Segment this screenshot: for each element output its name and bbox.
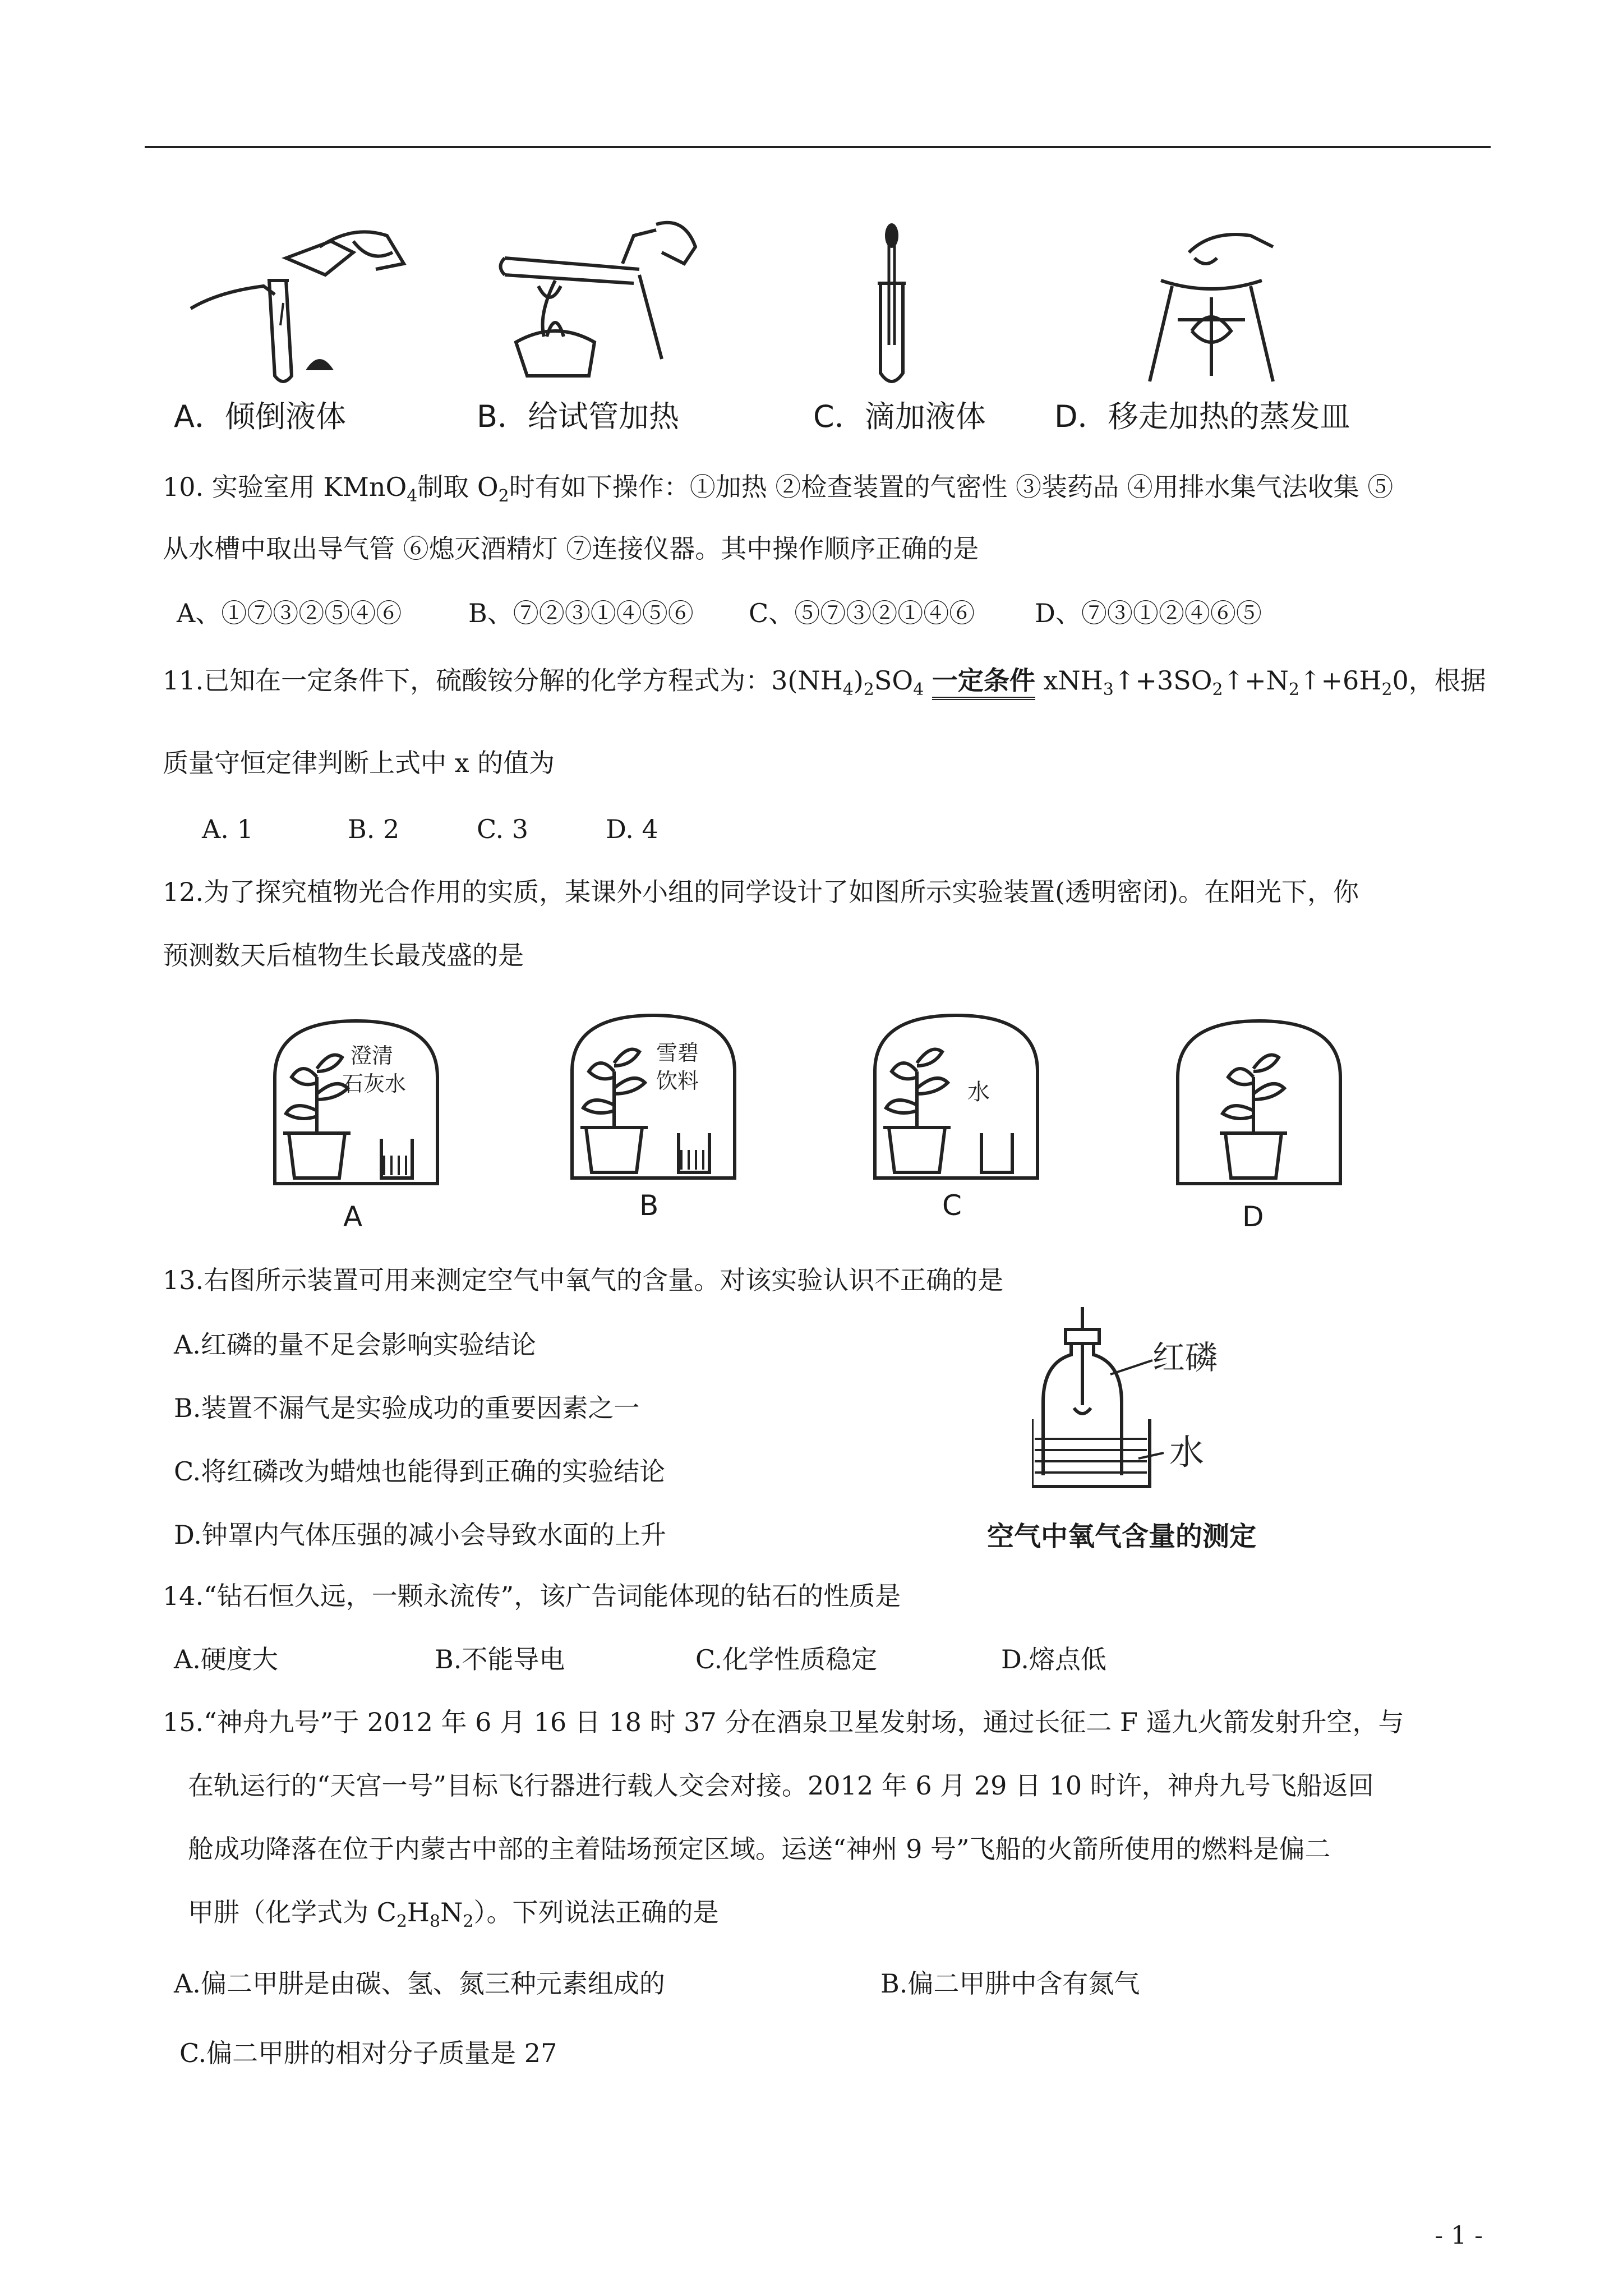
evaporating-dish-figure <box>1138 224 1284 393</box>
q15-option-b: B.偏二甲肼中含有氮气 <box>880 1968 1140 1999</box>
q10-option-c: C、⑤⑦③②①④⑥ <box>749 598 975 628</box>
q15-line2: 在轨运行的“天宫一号”目标飞行器进行载人交会对接。2012 年 6 月 29 日 10 时许，神舟九号飞船返回 <box>188 1770 1374 1801</box>
q11-option-c: C. 3 <box>477 814 529 844</box>
q13-option-d: D.钟罩内气体压强的减小会导致水面的上升 <box>174 1520 666 1550</box>
q14-option-b: B.不能导电 <box>435 1644 565 1674</box>
q11-option-a: A. 1 <box>202 814 253 844</box>
red-phosphorus-label: 红磷 <box>1152 1338 1218 1377</box>
q15-option-a: A.偏二甲肼是由碳、氢、氮三种元素组成的 <box>174 1968 665 1999</box>
water-label: 水 <box>1169 1432 1205 1473</box>
q10-stem-line2: 从水槽中取出导气管 ⑥熄灭酒精灯 ⑦连接仪器。其中操作顺序正确的是 <box>163 533 979 564</box>
q15-line3: 舱成功降落在位于内蒙古中部的主着陆场预定区域。运送“神州 9 号”飞船的火箭所使用的燃料是偏二 <box>188 1834 1331 1864</box>
q9-caption-c: C．滴加液体 <box>813 399 986 434</box>
q9-caption-a: A．倾倒液体 <box>174 399 346 434</box>
header-rule <box>145 146 1491 148</box>
q10-stem-line1: 10. 实验室用 KMnO$_4$制取 $O_2$时有如下操作：①加热 ②检查装置的气密性 ③装药品 ④用排水集气法收集 ⑤ <box>163 472 1394 506</box>
reaction-condition: 一定条件 <box>932 665 1035 700</box>
liquid-a-line2: 石灰水 <box>342 1071 407 1096</box>
q11-equation-line: 11.已知在一定条件下，硫酸铵分解的化学方程式为：$3(NH_4)_2SO_4$ 一定条件 $xNH_3↑+3SO_2↑+N_2↑+6H_20$，根据 <box>163 665 1486 700</box>
q15-option-c: C.偏二甲肼的相对分子质量是 27 <box>179 2038 557 2068</box>
pour-liquid-figure <box>185 219 409 387</box>
q14-option-d: D.熔点低 <box>1001 1644 1106 1674</box>
q10-option-d: D、⑦③①②④⑥⑤ <box>1035 598 1262 628</box>
q11-stem-line2: 质量守恒定律判断上式中 x 的值为 <box>163 748 555 778</box>
liquid-b-line2: 饮料 <box>656 1069 699 1093</box>
oxygen-measurement-figure <box>1032 1307 1301 1492</box>
q13-option-c: C.将红磷改为蜡烛也能得到正确的实验结论 <box>174 1456 666 1487</box>
q13-stem: 13.右图所示装置可用来测定空气中氧气的含量。对该实验认识不正确的是 <box>163 1265 1004 1295</box>
q11-option-d: D. 4 <box>606 814 658 844</box>
jar-label-b: B <box>639 1189 659 1222</box>
q9-caption-d: D．移走加热的蒸发皿 <box>1054 399 1350 434</box>
q10-option-a: A、①⑦③②⑤④⑥ <box>177 598 402 628</box>
bell-jar-a <box>269 1015 443 1189</box>
jar-label-d: D <box>1242 1200 1264 1233</box>
liquid-c: 水 <box>967 1079 990 1105</box>
q14-stem: 14.“钻石恒久远，一颗永流传”，该广告词能体现的钻石的性质是 <box>163 1581 901 1611</box>
q11-option-b: B. 2 <box>348 814 400 844</box>
page-number: - 1 - <box>1435 2221 1483 2250</box>
bell-jar-b <box>566 1010 740 1184</box>
q14-option-c: C.化学性质稳定 <box>695 1644 878 1674</box>
bell-jar-d <box>1172 1015 1346 1189</box>
jar-label-a: A <box>343 1200 363 1233</box>
jar-label-c: C <box>942 1189 962 1222</box>
liquid-a-line1: 澄清 <box>351 1043 394 1068</box>
dropper-figure <box>864 222 920 390</box>
q13-option-a: A.红磷的量不足会影响实验结论 <box>174 1329 536 1360</box>
liquid-b-line1: 雪碧 <box>656 1041 699 1065</box>
q9-caption-b: B．给试管加热 <box>477 399 680 434</box>
heat-test-tube-figure <box>494 213 707 387</box>
q15-line1: 15.“神舟九号”于 2012 年 6 月 16 日 18 时 37 分在酒泉卫星发射场，通过长征二 F 遥九火箭发射升空，与 <box>163 1707 1404 1737</box>
q10-option-b: B、⑦②③①④⑤⑥ <box>468 598 694 628</box>
q14-option-a: A.硬度大 <box>174 1644 278 1674</box>
q15-line4: 甲肼（化学式为 $C_2H_8N_2$）。下列说法正确的是 <box>188 1897 719 1931</box>
bell-jar-c <box>869 1010 1043 1184</box>
q12-stem-line1: 12.为了探究植物光合作用的实质，某课外小组的同学设计了如图所示实验装置(透明密闭)。在阳光下，你 <box>163 877 1359 907</box>
q13-option-b: B.装置不漏气是实验成功的重要因素之一 <box>174 1393 640 1423</box>
q12-stem-line2: 预测数天后植物生长最茂盛的是 <box>163 940 524 970</box>
figure-caption: 空气中氧气含量的测定 <box>987 1521 1257 1552</box>
